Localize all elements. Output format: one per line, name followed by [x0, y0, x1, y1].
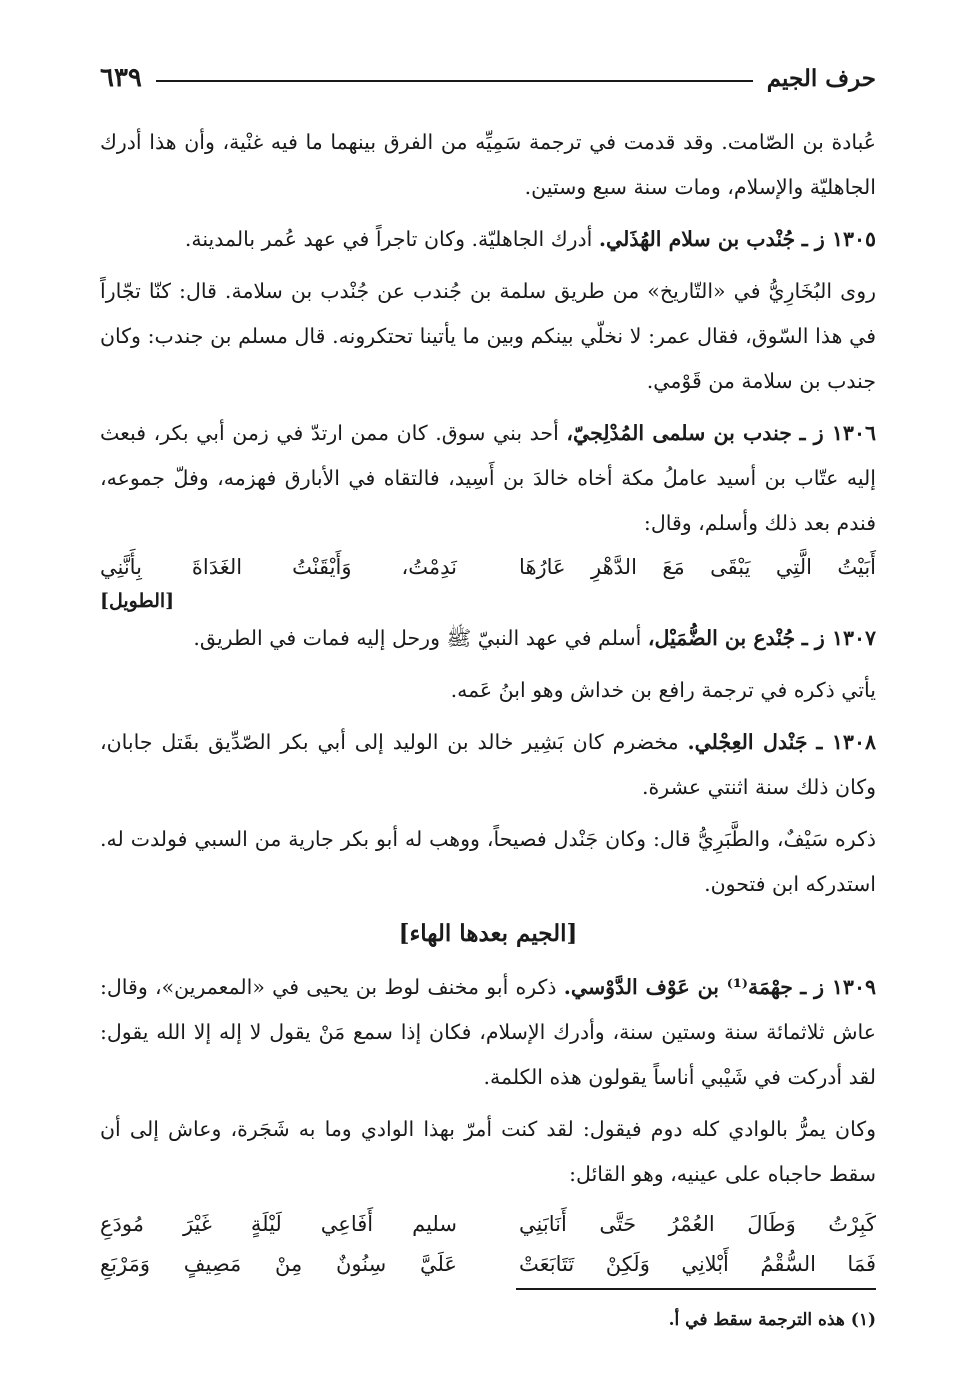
- header-rule: [156, 80, 753, 82]
- paragraph: ذكره سَيْفٌ، والطَّبَرِيُّ قال: وكان جَنْدل فصيحاً، ووهب له أبو بكر جارية من السبي فولدت له. استدركه ابن فتحون.: [100, 827, 876, 896]
- entry-number: ١٣٠٦ ز ـ: [799, 421, 876, 445]
- entry-text: أدرك الجاهليّة. وكان تاجراً في عهد عُمر بالمدينة.: [184, 227, 593, 251]
- poem-verse: [100, 548, 876, 586]
- verse-first-hemistich: فَمَا السُّقْمُ أَبْلانِي وَلَكِنْ تَتَابَعَتْ: [519, 1252, 876, 1276]
- running-header: [100, 58, 876, 98]
- entry-1307: [100, 616, 876, 661]
- entry-text: ذكره أبو مخنف لوط بن يحيى في «المعمرين»، وقال: عاش ثلاثمائة سنة وستين سنة، وأدرك الإسلام، فكان إذا سمع مَنْ يقول لا إله إلا الله يقول: لقد أدركت في شَيْبي أناساً يقولون هذه الكلمة.: [100, 975, 876, 1089]
- entry-number: ١٣٠٨ ـ: [816, 730, 876, 754]
- page-number: ٦٣٩: [100, 63, 142, 93]
- poem-verse: [100, 1245, 876, 1283]
- paragraph: روى البُخَارِيُّ في «التّاريخ» من طريق سلمة بن جُندب عن جُنْدب بن سلامة. قال: كنّا تجّاراً في هذا السّوق، فقال عمر: لا نخلّي بينكم وبين ما يأتينا تحتكرونه. قال مسلم بن جندب: وكان جندب بن سلامة من قَوْمي.: [100, 279, 876, 393]
- footnote-separator: [516, 1288, 876, 1290]
- entry-1308: [100, 720, 876, 810]
- page-body: [100, 120, 876, 1283]
- paragraph: عُبادة بن الصّامت. وقد قدمت في ترجمة سَمِيِّه من الفرق بينهما ما فيه غنْية، وأن هذا أدرك الجاهليّة والإسلام، ومات سنة سبع وستين.: [100, 130, 876, 199]
- verse-second-hemistich: عَلَيَّ سِنُونٌ مِنْ مَصِيفٍ وَمَرْبَعِ: [100, 1252, 457, 1276]
- section-heading: [الجيم بعدها الهاء]: [398, 920, 578, 947]
- entry-name: جَنْدل العِجْلي.: [687, 730, 808, 754]
- poem-verse: [100, 1205, 876, 1243]
- chapter-title: حرف الجيم: [766, 64, 876, 92]
- entry-1305: [100, 217, 876, 262]
- verse-second-hemistich: نَدِمْتُ، وَأَيْقَنْتُ الغَدَاةَ بِأَنَّنِي: [100, 555, 457, 579]
- poem-meter: [الطويل]: [100, 590, 175, 612]
- verse-first-hemistich: أَبَيْتُ الَّتِي يَبْقَى مَعَ الدَّهْرِ عَارُهَا: [519, 555, 876, 579]
- entry-text: أسلم في عهد النبيّ ﷺ ورحل إليه فمات في الطريق.: [193, 626, 642, 650]
- entry-name: جُنْدب بن سلام الهُذَلي.: [598, 227, 796, 251]
- footnote: (١) هذه الترجمة سقط في أ.: [668, 1310, 876, 1330]
- entry-name: جندب بن سلمى المُدْلِجيّ،: [566, 421, 792, 445]
- book-page: [100, 58, 876, 1368]
- entry-text: مخضرم كان بَشِير خالد بن الوليد إلى أبي بكر الصّدِّيق بقَتل جابان، وكان ذلك سنة اثنتي عشرة.: [100, 730, 876, 799]
- paragraph: يأتي ذكره في ترجمة رافع بن خداش وهو ابنُ عَمه.: [450, 678, 876, 702]
- entry-1309: [100, 965, 876, 1100]
- verse-first-hemistich: كَبِرْتُ وَطَالَ العُمْرُ حَتَّى أَنَابَنِي: [519, 1212, 876, 1236]
- entry-number: ١٣٠٧ ز ـ: [801, 626, 876, 650]
- entry-1306: [100, 411, 876, 546]
- entry-number: ١٣٠٩ ز ـ: [800, 975, 876, 999]
- entry-text: أحد بني سوق. كان ممن ارتدّ في زمن أبي بكر، فبعث إليه عتّاب بن أسيد عاملُ مكة أخاه خالدَ بن أَسِيد، فالتقاه في الأبارق فهزمه، وفلّ جموعه، فندم بعد ذلك وأسلم، وقال:: [100, 421, 876, 535]
- entry-number: ١٣٠٥ ز ـ: [801, 227, 876, 251]
- entry-name: جهْمَة⁽¹⁾ بن عَوْف الدَّوْسي.: [563, 975, 793, 999]
- verse-second-hemistich: سليم أَفَاعِي لَيْلَةٍ غَيْرَ مُودَعِ: [100, 1212, 457, 1236]
- entry-name: جُنْدع بن الضُّمَيْل،: [647, 626, 796, 650]
- paragraph: وكان يمرُّ بالوادي كله دوم فيقول: لقد كنت أمرّ بهذا الوادي وما به شَجَرة، وعاش إلى أن سقط حاجباه على عينيه، وهو القائل:: [100, 1117, 876, 1186]
